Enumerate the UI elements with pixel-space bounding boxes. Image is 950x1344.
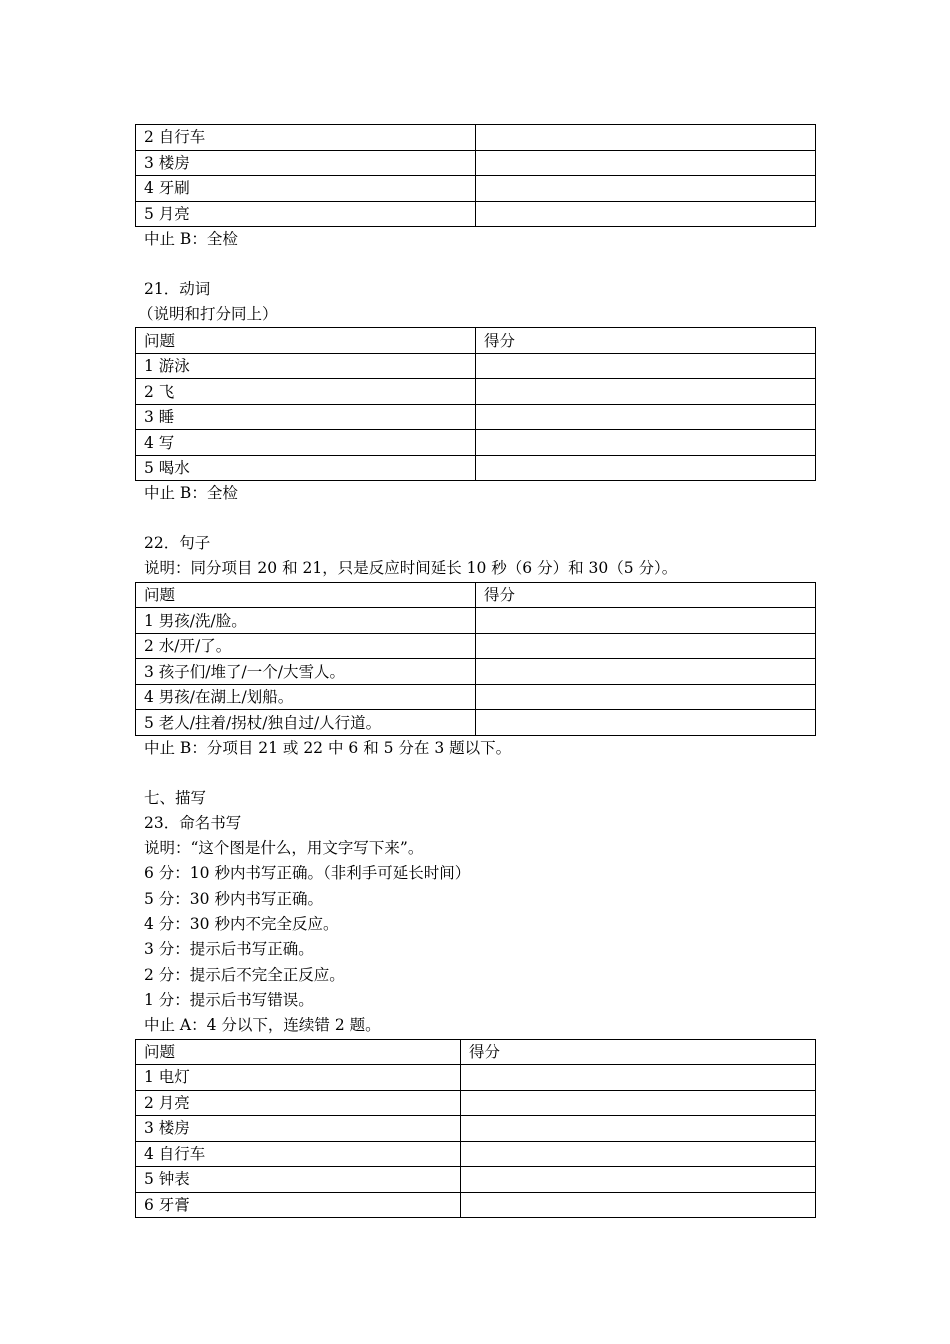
score-cell[interactable]	[461, 1090, 816, 1116]
score-cell[interactable]	[476, 150, 816, 176]
table-row	[136, 125, 816, 151]
question-cell: 4 牙刷	[136, 176, 476, 202]
table-row	[136, 710, 816, 736]
question-cell: 4 男孩/在湖上/划船。	[136, 684, 476, 710]
score-cell[interactable]	[461, 1116, 816, 1142]
table-row	[136, 176, 816, 202]
scoring-line: 1 分：提示后书写错误。	[144, 990, 314, 1009]
table-header-row	[136, 328, 816, 354]
table-row	[136, 659, 816, 685]
score-cell[interactable]	[461, 1141, 816, 1167]
section-heading: 七、描写	[144, 788, 207, 807]
score-cell[interactable]	[476, 633, 816, 659]
stop-rule: 中止 A：4 分以下，连续错 2 题。	[144, 1016, 381, 1035]
table-row	[136, 1167, 816, 1193]
header-score: 得分	[461, 1039, 816, 1065]
table-row	[136, 150, 816, 176]
question-cell: 3 孩子们/堆了/一个/大雪人。	[136, 659, 476, 685]
question-cell: 4 自行车	[136, 1141, 461, 1167]
table-row	[136, 353, 816, 379]
score-cell[interactable]	[461, 1192, 816, 1218]
table-item20-continued	[135, 124, 816, 227]
scoring-line: 4 分：30 秒内不完全反应。	[144, 915, 339, 934]
score-cell[interactable]	[476, 430, 816, 456]
score-cell[interactable]	[476, 608, 816, 634]
item-title: 22．句子	[144, 534, 211, 553]
table-row	[136, 430, 816, 456]
item-note: 说明：同分项目 20 和 21，只是反应时间延长 10 秒（6 分）和 30（5 分）。	[144, 559, 678, 578]
table-row	[136, 1192, 816, 1218]
table-item21	[135, 327, 816, 481]
header-question: 问题	[136, 328, 476, 354]
table-header-row	[136, 582, 816, 608]
table-row	[136, 1116, 816, 1142]
scoring-line: 6 分：10 秒内书写正确。（非利手可延长时间）	[144, 864, 471, 883]
table-row	[136, 1090, 816, 1116]
table-row	[136, 633, 816, 659]
score-cell[interactable]	[476, 455, 816, 481]
question-cell: 1 男孩/洗/脸。	[136, 608, 476, 634]
question-cell: 3 楼房	[136, 1116, 461, 1142]
question-cell: 1 游泳	[136, 353, 476, 379]
scoring-line: 5 分：30 秒内书写正确。	[144, 889, 323, 908]
table-row	[136, 1141, 816, 1167]
item-title: 23．命名书写	[144, 813, 242, 832]
score-cell[interactable]	[476, 684, 816, 710]
header-question: 问题	[136, 1039, 461, 1065]
score-cell[interactable]	[461, 1065, 816, 1091]
score-cell[interactable]	[476, 201, 816, 227]
header-score: 得分	[476, 582, 816, 608]
item-title: 21．动词	[144, 279, 211, 298]
scoring-line: 3 分：提示后书写正确。	[144, 940, 314, 959]
question-cell: 4 写	[136, 430, 476, 456]
table-row	[136, 608, 816, 634]
question-cell: 2 飞	[136, 379, 476, 405]
table-item23	[135, 1039, 816, 1219]
question-cell: 2 水/开/了。	[136, 633, 476, 659]
table-row	[136, 455, 816, 481]
table-header-row	[136, 1039, 816, 1065]
stop-rule: 中止 B：分项目 21 或 22 中 6 和 5 分在 3 题以下。	[144, 738, 512, 757]
table-row	[136, 404, 816, 430]
table-row	[136, 201, 816, 227]
question-cell: 3 睡	[136, 404, 476, 430]
table-item22	[135, 582, 816, 736]
score-cell[interactable]	[476, 710, 816, 736]
score-cell[interactable]	[461, 1167, 816, 1193]
question-cell: 2 月亮	[136, 1090, 461, 1116]
score-cell[interactable]	[476, 176, 816, 202]
score-cell[interactable]	[476, 125, 816, 151]
table-row	[136, 684, 816, 710]
instruction-line: 说明：“这个图是什么，用文字写下来”。	[144, 839, 424, 858]
document-page	[135, 124, 816, 1218]
score-cell[interactable]	[476, 379, 816, 405]
score-cell[interactable]	[476, 353, 816, 379]
question-cell: 5 喝水	[136, 455, 476, 481]
table-row	[136, 379, 816, 405]
stop-rule: 中止 B：全检	[144, 484, 238, 503]
question-cell: 1 电灯	[136, 1065, 461, 1091]
question-cell: 5 钟表	[136, 1167, 461, 1193]
scoring-line: 2 分：提示后不完全正反应。	[144, 965, 345, 984]
question-cell: 6 牙膏	[136, 1192, 461, 1218]
score-cell[interactable]	[476, 659, 816, 685]
question-cell: 2 自行车	[136, 125, 476, 151]
item-note: （说明和打分同上）	[138, 305, 278, 324]
question-cell: 3 楼房	[136, 150, 476, 176]
question-cell: 5 月亮	[136, 201, 476, 227]
score-cell[interactable]	[476, 404, 816, 430]
header-score: 得分	[476, 328, 816, 354]
header-question: 问题	[136, 582, 476, 608]
stop-rule: 中止 B：全检	[144, 230, 238, 248]
question-cell: 5 老人/拄着/拐杖/独自过/人行道。	[136, 710, 476, 736]
table-row	[136, 1065, 816, 1091]
